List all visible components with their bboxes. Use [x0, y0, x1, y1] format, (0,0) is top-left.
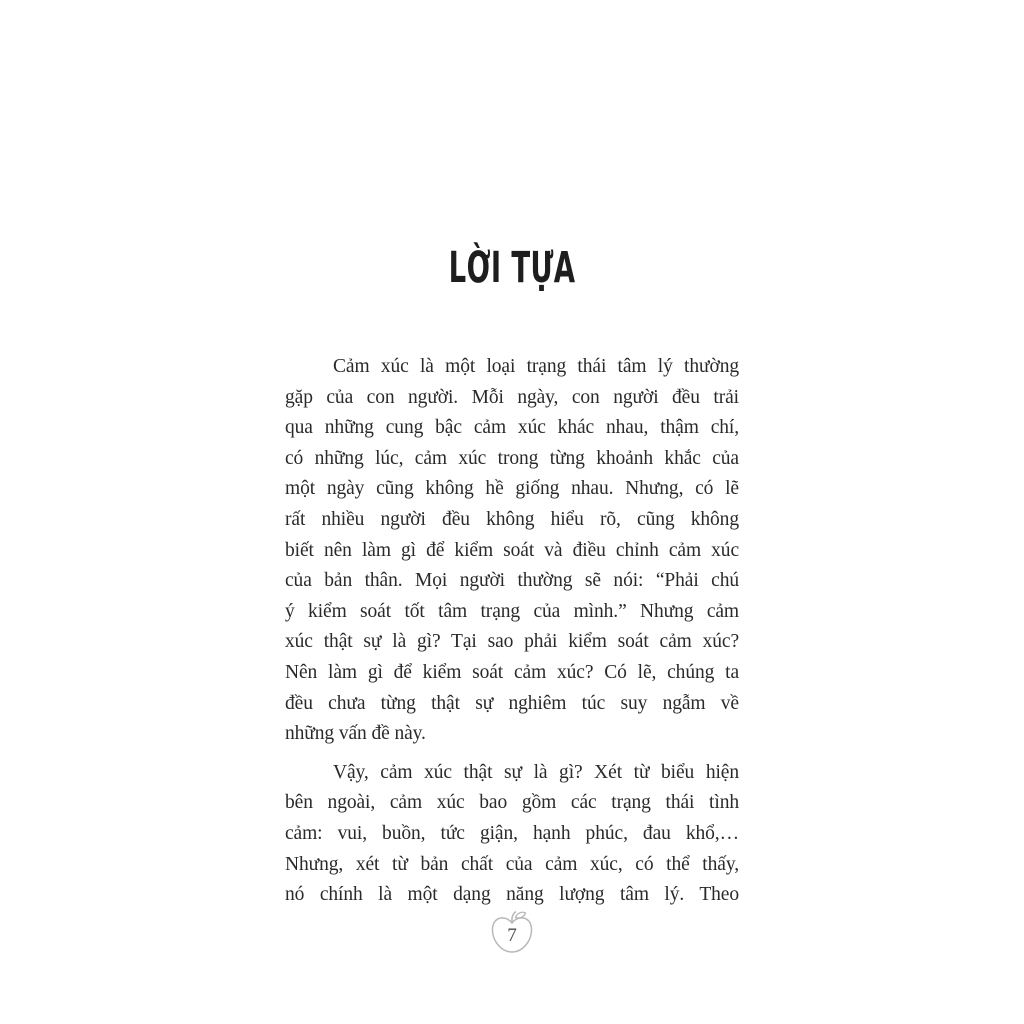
text-line: một ngày cũng không hề giống nhau. Nhưng, có lẽ — [285, 478, 739, 500]
text-line: rất nhiều người đều không hiểu rõ, cũng không — [285, 508, 739, 530]
text-line: nó chính là một dạng năng lượng tâm lý. Theo — [285, 884, 739, 906]
text-line: biết nên làm gì để kiểm soát và điều chỉnh cảm xúc — [285, 539, 739, 561]
text-line: của bản thân. Mọi người thường sẽ nói: “Phải chú — [285, 570, 739, 592]
paragraph-2 — [285, 758, 739, 911]
text-line: bên ngoài, cảm xúc bao gồm các trạng thái tình — [285, 792, 739, 814]
chapter-title: LỜI TỰA — [448, 243, 576, 293]
text-line: đều chưa từng thật sự nghiêm túc suy ngẫm về — [285, 692, 739, 714]
text-line: Cảm xúc là một loại trạng thái tâm lý thường — [333, 356, 739, 377]
text-line: cảm: vui, buồn, tức giận, hạnh phúc, đau khổ,… — [285, 822, 739, 844]
text-line: xúc thật sự là gì? Tại sao phải kiểm soát cảm xúc? — [285, 631, 739, 653]
text-line: Vậy, cảm xúc thật sự là gì? Xét từ biểu hiện — [333, 761, 739, 783]
body-text — [285, 352, 739, 911]
text-line: qua những cung bậc cảm xúc khác nhau, thậm chí, — [285, 417, 739, 439]
text-line: có những lúc, cảm xúc trong từng khoảnh khắc của — [285, 447, 739, 469]
text-line: Nên làm gì để kiểm soát cảm xúc? Có lẽ, chúng ta — [285, 661, 739, 683]
page-number-badge — [489, 908, 535, 958]
text-line: những vấn đề này. — [285, 723, 426, 745]
page-footer — [0, 908, 1024, 958]
text-line: gặp của con người. Mỗi ngày, con người đều trải — [285, 386, 739, 408]
text-line: Nhưng, xét từ bản chất của cảm xúc, có thể thấy, — [285, 853, 739, 875]
page-number: 7 — [507, 925, 517, 946]
text-line: ý kiểm soát tốt tâm trạng của mình.” Nhưng cảm — [285, 600, 739, 622]
paragraph-1 — [285, 352, 739, 750]
